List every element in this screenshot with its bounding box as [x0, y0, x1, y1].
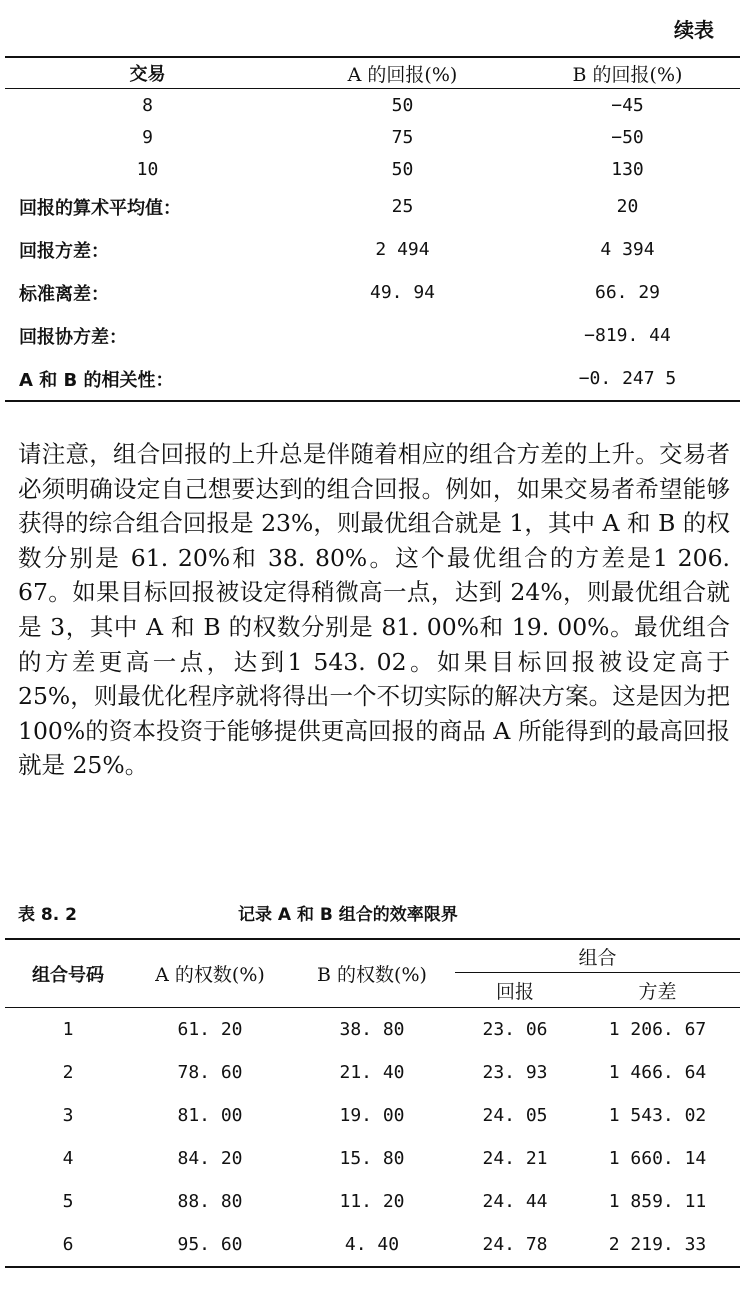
returns-table-header — [5, 57, 740, 89]
variance-cell: 1 466. 64 — [608, 1062, 707, 1083]
table-row — [5, 185, 740, 228]
weight-a-cell: 78. 60 — [177, 1062, 243, 1083]
return-b-cell: −50 — [611, 126, 644, 148]
table-row — [5, 89, 740, 122]
weight-b-cell: 19. 00 — [339, 1105, 405, 1126]
return-b-cell: 4 394 — [600, 239, 655, 260]
variance-cell: 1 660. 14 — [608, 1148, 707, 1169]
return-a-cell — [290, 357, 515, 401]
return-b-cell: −819. 44 — [584, 325, 671, 346]
stat-label: 回报方差： — [19, 240, 109, 262]
return-cell: 24. 78 — [482, 1234, 548, 1255]
table-row — [5, 121, 740, 153]
header-return: 回报 — [455, 973, 575, 1008]
table-row — [5, 228, 740, 271]
return-b-cell: −0. 247 5 — [578, 368, 677, 389]
weight-b-cell: 4. 40 — [344, 1234, 400, 1255]
weight-a-cell: 88. 80 — [177, 1191, 243, 1212]
table-caption — [18, 896, 730, 924]
trade-cell: 9 — [142, 126, 153, 148]
trade-cell: 8 — [142, 94, 153, 116]
continued-label: 续表 — [674, 18, 714, 42]
table-caption-label: 表 8. 2 — [18, 905, 77, 925]
efficient-frontier-table — [5, 938, 740, 1268]
table-row — [5, 153, 740, 185]
variance-cell: 1 543. 02 — [608, 1105, 707, 1126]
portfolio-no-cell: 6 — [62, 1234, 74, 1255]
return-a-cell — [290, 314, 515, 357]
return-cell: 24. 21 — [482, 1148, 548, 1169]
efficient-frontier-header — [5, 939, 740, 973]
return-a-cell: 2 494 — [375, 239, 430, 260]
trade-cell: 10 — [136, 158, 159, 180]
portfolio-no-cell: 5 — [62, 1191, 74, 1212]
table-row — [5, 271, 740, 314]
return-cell: 24. 05 — [482, 1105, 548, 1126]
header-portfolio-no: 组合号码 — [5, 939, 131, 1008]
table-row — [5, 1094, 740, 1137]
weight-a-cell: 84. 20 — [177, 1148, 243, 1169]
header-return-b: B 的回报(%) — [515, 57, 740, 89]
stat-label: A 和 B 的相关性： — [19, 369, 174, 391]
header-weight-a: A 的权数(%) — [131, 939, 289, 1008]
return-a-cell: 25 — [391, 196, 414, 217]
stat-label: 回报协方差： — [19, 326, 127, 348]
portfolio-no-cell: 2 — [62, 1062, 74, 1083]
portfolio-no-cell: 3 — [62, 1105, 74, 1126]
return-b-cell: 20 — [616, 196, 639, 217]
weight-a-cell: 81. 00 — [177, 1105, 243, 1126]
return-a-cell: 50 — [391, 94, 414, 116]
table-row — [5, 314, 740, 357]
stat-label: 回报的算术平均值： — [19, 197, 181, 219]
return-a-cell: 75 — [391, 126, 414, 148]
stat-label: 标准离差： — [19, 283, 109, 305]
header-weight-b: B 的权数(%) — [289, 939, 455, 1008]
table-row — [5, 1223, 740, 1267]
header-return-a: A 的回报(%) — [290, 57, 515, 89]
table-row — [5, 1137, 740, 1180]
header-portfolio-group: 组合 — [578, 946, 617, 969]
table-row — [5, 1180, 740, 1223]
return-cell: 23. 93 — [482, 1062, 548, 1083]
return-a-cell: 50 — [391, 158, 414, 180]
portfolio-no-cell: 1 — [62, 1019, 74, 1040]
return-b-cell: 130 — [611, 158, 644, 180]
weight-b-cell: 11. 20 — [339, 1191, 405, 1212]
body-paragraph: 请注意，组合回报的上升总是伴随着相应的组合方差的上升。交易者必须明确设定自己想要达到的组合回报。例如，如果交易者希望能够获得的综合组合回报是 23%，则最优组合就是 1，其中 A 和 B 的权数分别是 61. 20%和 38. 80%。这个最优组合的方差是1 206. 67。如果目标回报被设定得稍微高一点，达到 24%，则最优组合就是 3，其中 A 和 B 的权数分别是 81. 00%和 19. 00%。最优组合的方差更高一点，达到1 543. 02。如果目标回报被设定高于 25%，则最优化程序就将得出一个不切实际的解决方案。这是因为把 100%的资本投资于能够提供更高回报的商品 A 所能得到的最高回报就是 25%。 — [18, 440, 730, 780]
table-row — [5, 1051, 740, 1094]
header-variance: 方差 — [575, 973, 740, 1008]
return-a-cell: 49. 94 — [369, 282, 436, 303]
table-caption-title: 记录 A 和 B 组合的效率限界 — [238, 905, 458, 925]
return-cell: 23. 06 — [482, 1019, 548, 1040]
weight-b-cell: 38. 80 — [339, 1019, 405, 1040]
table-row — [5, 1008, 740, 1052]
return-cell: 24. 44 — [482, 1191, 548, 1212]
variance-cell: 1 859. 11 — [608, 1191, 707, 1212]
table-row — [5, 357, 740, 401]
portfolio-no-cell: 4 — [62, 1148, 74, 1169]
weight-b-cell: 21. 40 — [339, 1062, 405, 1083]
variance-cell: 1 206. 67 — [608, 1019, 707, 1040]
variance-cell: 2 219. 33 — [608, 1234, 707, 1255]
return-b-cell: −45 — [611, 94, 644, 116]
weight-a-cell: 61. 20 — [177, 1019, 243, 1040]
returns-table — [5, 56, 740, 402]
weight-a-cell: 95. 60 — [177, 1234, 243, 1255]
weight-b-cell: 15. 80 — [339, 1148, 405, 1169]
return-b-cell: 66. 29 — [594, 282, 661, 303]
header-trade: 交易 — [5, 57, 290, 89]
